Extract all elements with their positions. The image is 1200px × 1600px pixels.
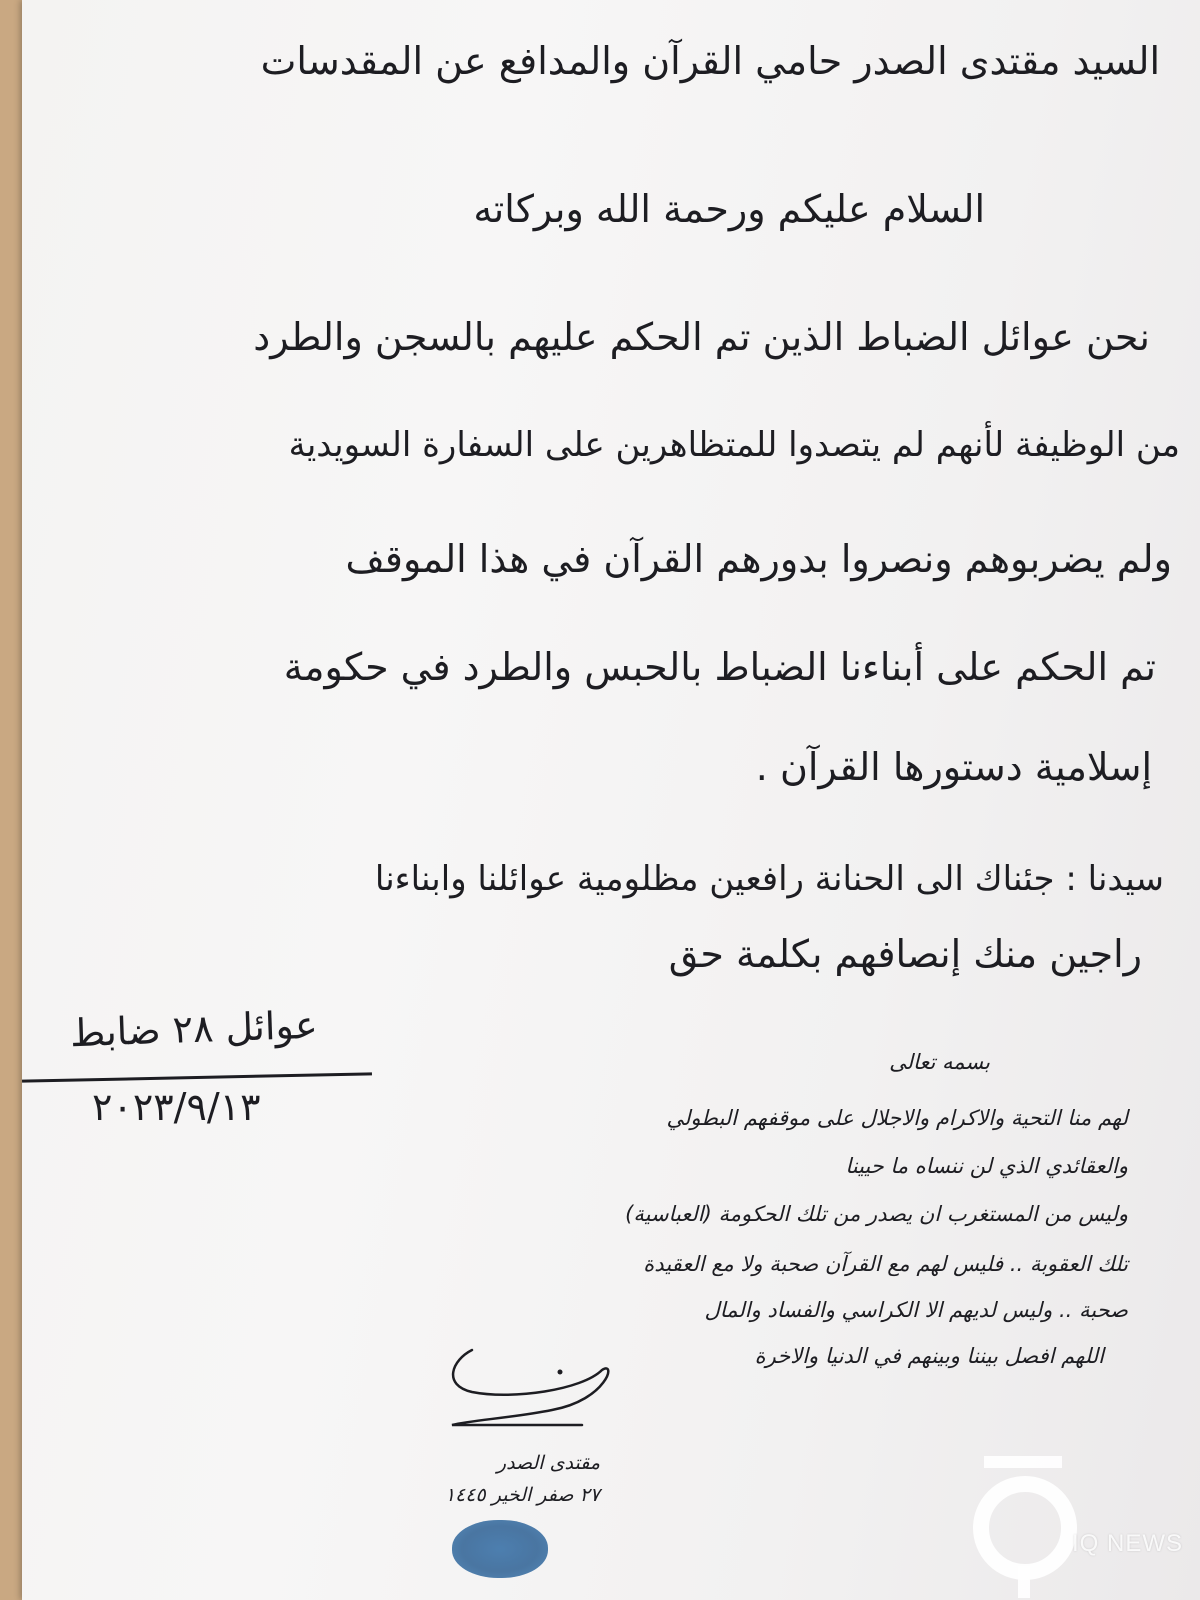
letter-signature: عوائل ٢٨ ضابط xyxy=(69,1002,319,1056)
letter-address: السيد مقتدى الصدر حامي القرآن والمدافع عن المقدسات xyxy=(260,39,1160,83)
letter-body-line-3: ولم يضربوهم ونصروا بدورهم القرآن في هذا الموقف xyxy=(345,537,1172,581)
letter-page xyxy=(22,0,1200,1600)
letter-plea-line-2: راجين منك إنصافهم بكلمة حق xyxy=(668,932,1142,976)
letter-greeting: السلام عليكم ورحمة الله وبركاته xyxy=(473,187,985,231)
letter-plea-line-1: سيدنا : جئناك الى الحنانة رافعين مظلومية عوائلنا وابناءنا xyxy=(374,859,1164,899)
iq-news-logo-icon xyxy=(970,1448,1170,1598)
letter-body-line-1: نحن عوائل الضباط الذين تم الحكم عليهم بالسجن والطرد xyxy=(253,315,1150,359)
reply-line-2: لهم منا التحية والاكرام والاجلال على موقفهم البطولي xyxy=(666,1106,1128,1130)
reply-line-7: اللهم افصل بيننا وبينهم في الدنيا والاخرة xyxy=(754,1344,1104,1368)
reply-line-5: تلك العقوبة .. فليس لهم مع القرآن صحبة ولا مع العقيدة xyxy=(643,1252,1128,1276)
letter-body-line-2: من الوظيفة لأنهم لم يتصدوا للمتظاهرين على السفارة السويدية xyxy=(288,425,1180,465)
handwritten-signature xyxy=(432,1330,622,1440)
letter-body-line-4: تم الحكم على أبناءنا الضباط بالحبس والطرد في حكومة xyxy=(283,645,1156,689)
reply-line-4: وليس من المستغرب ان يصدر من تلك الحكومة (العباسية) xyxy=(625,1202,1128,1226)
reply-basmala: بسمه تعالى xyxy=(889,1050,990,1074)
watermark-text: IQ NEWS xyxy=(1072,1530,1184,1557)
reply-line-6: صحبة .. وليس لديهم الا الكراسي والفساد والمال xyxy=(704,1298,1128,1322)
letter-date: ٢٠٢٣/٩/١٣ xyxy=(92,1085,261,1129)
reply-hijri-date: ٢٧ صفر الخير ١٤٤٥ xyxy=(444,1484,600,1506)
signature-underline xyxy=(22,1072,372,1082)
letter-body-line-5: إسلامية دستورها القرآن . xyxy=(755,745,1152,789)
official-stamp xyxy=(452,1520,548,1578)
reply-line-3: والعقائدي الذي لن ننساه ما حيينا xyxy=(845,1154,1128,1178)
reply-signer: مقتدى الصدر xyxy=(496,1452,600,1474)
